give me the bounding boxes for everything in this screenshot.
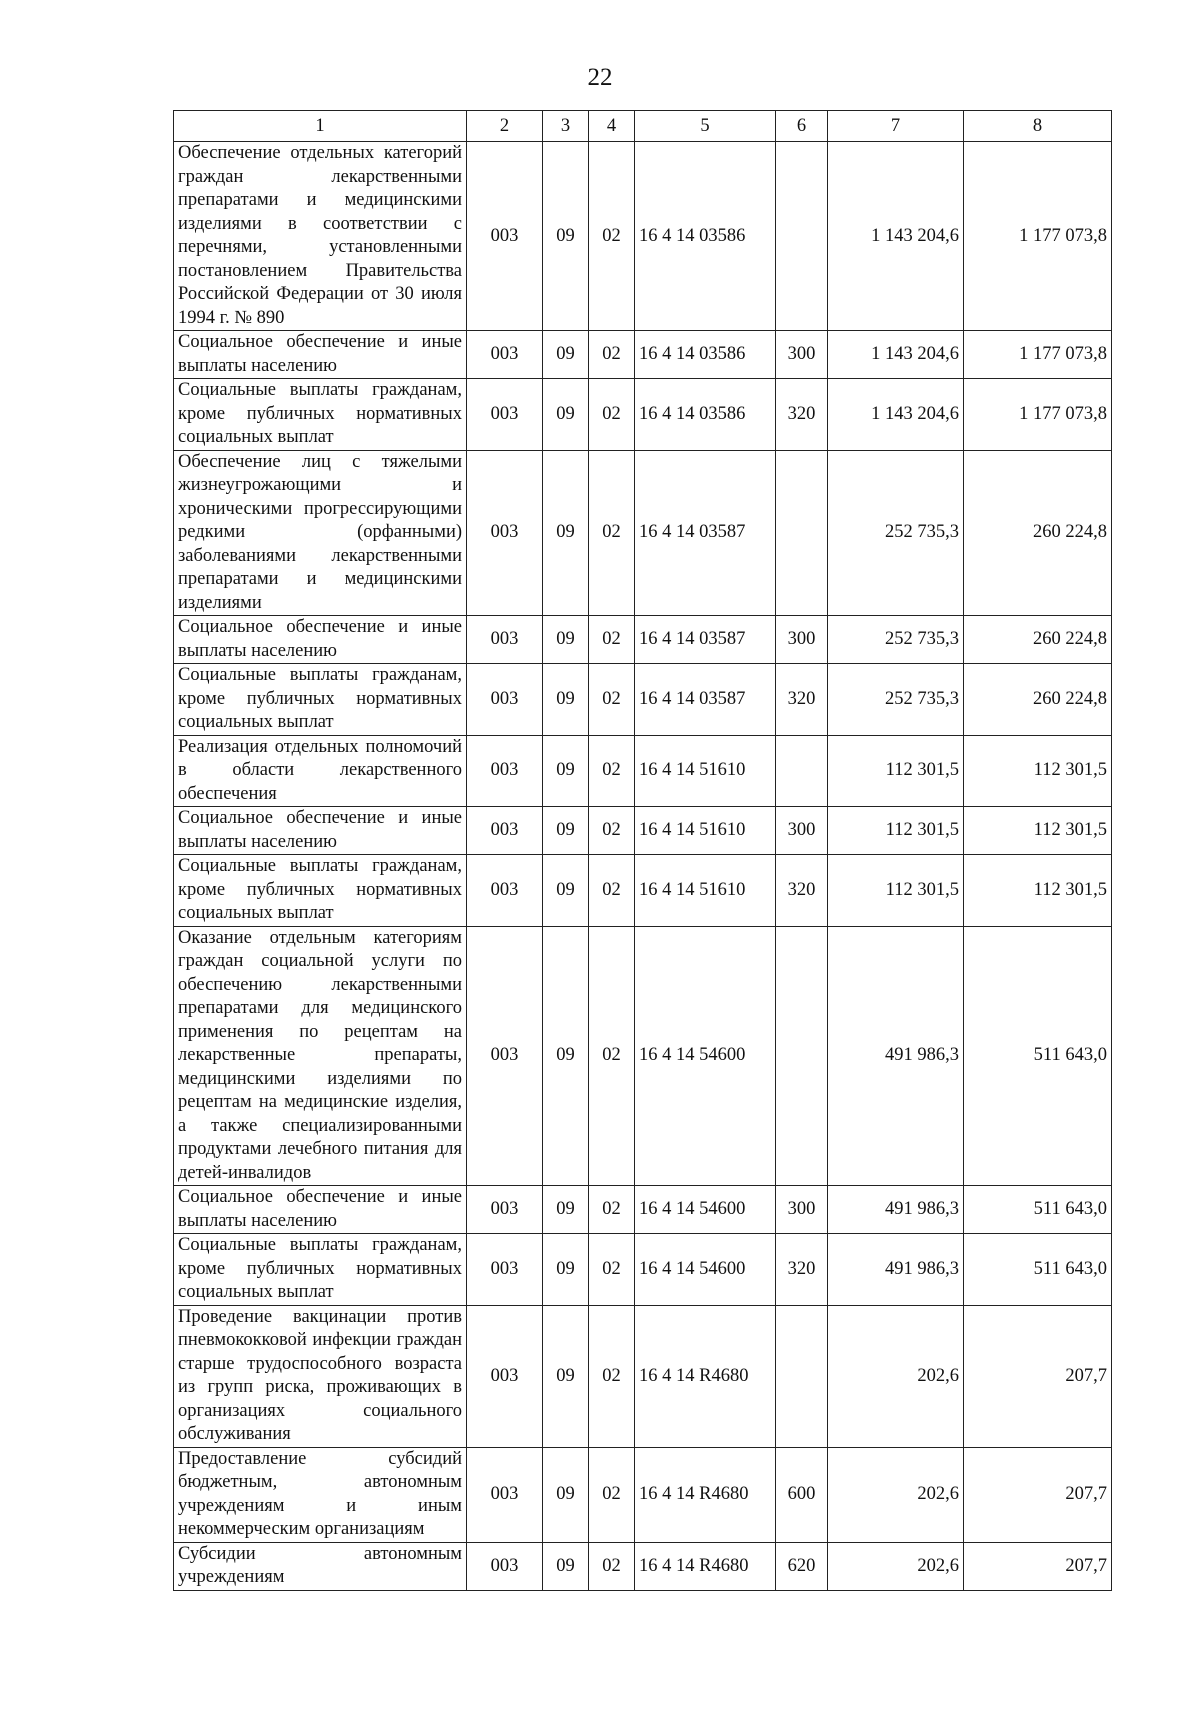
row-description: Социальное обеспечение и иные выплаты населению: [174, 1186, 467, 1234]
cell-col-6: 320: [776, 664, 828, 736]
cell-col-4: 02: [589, 1305, 635, 1447]
cell-col-5: 16 4 14 54600: [635, 926, 776, 1186]
row-description: Предоставление субсидий бюджетным, автономным учреждениям и иным некоммерческим организациям: [174, 1447, 467, 1542]
cell-col-5: 16 4 14 R4680: [635, 1542, 776, 1590]
cell-col-7: 1 143 204,6: [828, 142, 964, 331]
cell-col-7: 112 301,5: [828, 807, 964, 855]
cell-col-5: 16 4 14 03587: [635, 450, 776, 616]
row-description: Социальные выплаты гражданам, кроме публичных нормативных социальных выплат: [174, 664, 467, 736]
cell-col-5: 16 4 14 R4680: [635, 1447, 776, 1542]
cell-col-4: 02: [589, 735, 635, 807]
row-description: Социальное обеспечение и иные выплаты населению: [174, 807, 467, 855]
cell-col-2: 003: [467, 926, 543, 1186]
cell-col-7: 112 301,5: [828, 735, 964, 807]
cell-col-5: 16 4 14 03586: [635, 379, 776, 451]
cell-col-6: [776, 450, 828, 616]
cell-col-2: 003: [467, 807, 543, 855]
cell-col-5: 16 4 14 51610: [635, 855, 776, 927]
cell-col-7: 1 143 204,6: [828, 331, 964, 379]
cell-col-4: 02: [589, 1447, 635, 1542]
cell-col-2: 003: [467, 142, 543, 331]
table-row: [174, 1186, 1112, 1234]
cell-col-4: 02: [589, 807, 635, 855]
cell-col-6: 300: [776, 1186, 828, 1234]
cell-col-6: 600: [776, 1447, 828, 1542]
cell-col-3: 09: [543, 616, 589, 664]
cell-col-8: 260 224,8: [964, 664, 1112, 736]
cell-col-2: 003: [467, 331, 543, 379]
cell-col-8: 207,7: [964, 1305, 1112, 1447]
cell-col-8: 1 177 073,8: [964, 331, 1112, 379]
cell-col-4: 02: [589, 855, 635, 927]
header-row: [174, 111, 1112, 142]
cell-col-5: 16 4 14 R4680: [635, 1305, 776, 1447]
table-row: [174, 1447, 1112, 1542]
column-header: 6: [776, 111, 828, 142]
cell-col-3: 09: [543, 1186, 589, 1234]
cell-col-3: 09: [543, 331, 589, 379]
cell-col-6: 620: [776, 1542, 828, 1590]
cell-col-6: 300: [776, 807, 828, 855]
column-header: 2: [467, 111, 543, 142]
table-row: [174, 807, 1112, 855]
cell-col-5: 16 4 14 51610: [635, 735, 776, 807]
cell-col-4: 02: [589, 379, 635, 451]
table-row: [174, 1234, 1112, 1306]
cell-col-3: 09: [543, 450, 589, 616]
row-description: Социальные выплаты гражданам, кроме публичных нормативных социальных выплат: [174, 1234, 467, 1306]
cell-col-7: 252 735,3: [828, 450, 964, 616]
cell-col-3: 09: [543, 1447, 589, 1542]
cell-col-8: 511 643,0: [964, 926, 1112, 1186]
cell-col-6: 320: [776, 855, 828, 927]
row-description: Социальное обеспечение и иные выплаты населению: [174, 616, 467, 664]
cell-col-5: 16 4 14 03587: [635, 664, 776, 736]
cell-col-6: [776, 1305, 828, 1447]
cell-col-2: 003: [467, 379, 543, 451]
row-description: Субсидии автономным учреждениям: [174, 1542, 467, 1590]
cell-col-4: 02: [589, 142, 635, 331]
cell-col-5: 16 4 14 54600: [635, 1186, 776, 1234]
row-description: Обеспечение отдельных категорий граждан лекарственными препаратами и медицинскими изделиями в соответствии с перечнями, установленными постановлением Правительства Российской Федерации от 30 июля 1994 г. № 890: [174, 142, 467, 331]
cell-col-5: 16 4 14 54600: [635, 1234, 776, 1306]
cell-col-6: [776, 926, 828, 1186]
cell-col-2: 003: [467, 1542, 543, 1590]
cell-col-7: 491 986,3: [828, 1234, 964, 1306]
cell-col-8: 260 224,8: [964, 616, 1112, 664]
cell-col-7: 112 301,5: [828, 855, 964, 927]
column-header: 7: [828, 111, 964, 142]
column-header: 5: [635, 111, 776, 142]
cell-col-8: 1 177 073,8: [964, 142, 1112, 331]
cell-col-3: 09: [543, 735, 589, 807]
cell-col-3: 09: [543, 926, 589, 1186]
row-description: Обеспечение лиц с тяжелыми жизнеугрожающими и хроническими прогрессирующими редкими (орфанными) заболеваниями лекарственными препаратами и медицинскими изделиями: [174, 450, 467, 616]
table-row: [174, 1542, 1112, 1590]
cell-col-2: 003: [467, 735, 543, 807]
cell-col-3: 09: [543, 1305, 589, 1447]
cell-col-7: 202,6: [828, 1542, 964, 1590]
cell-col-5: 16 4 14 03586: [635, 331, 776, 379]
table-row: [174, 616, 1112, 664]
cell-col-8: 260 224,8: [964, 450, 1112, 616]
table-row: [174, 855, 1112, 927]
cell-col-6: 320: [776, 379, 828, 451]
cell-col-6: [776, 142, 828, 331]
cell-col-6: 300: [776, 331, 828, 379]
cell-col-8: 207,7: [964, 1447, 1112, 1542]
cell-col-7: 491 986,3: [828, 926, 964, 1186]
cell-col-8: 112 301,5: [964, 735, 1112, 807]
column-header: 3: [543, 111, 589, 142]
table-row: [174, 142, 1112, 331]
cell-col-2: 003: [467, 450, 543, 616]
cell-col-3: 09: [543, 807, 589, 855]
cell-col-8: 1 177 073,8: [964, 379, 1112, 451]
column-header: 4: [589, 111, 635, 142]
cell-col-7: 252 735,3: [828, 616, 964, 664]
cell-col-4: 02: [589, 331, 635, 379]
row-description: Социальное обеспечение и иные выплаты населению: [174, 331, 467, 379]
cell-col-8: 207,7: [964, 1542, 1112, 1590]
table-row: [174, 331, 1112, 379]
cell-col-4: 02: [589, 1234, 635, 1306]
table-row: [174, 664, 1112, 736]
table-row: [174, 379, 1112, 451]
table-row: [174, 735, 1112, 807]
cell-col-6: [776, 735, 828, 807]
cell-col-2: 003: [467, 664, 543, 736]
row-description: Реализация отдельных полномочий в области лекарственного обеспечения: [174, 735, 467, 807]
cell-col-7: 202,6: [828, 1305, 964, 1447]
cell-col-4: 02: [589, 450, 635, 616]
cell-col-3: 09: [543, 142, 589, 331]
cell-col-4: 02: [589, 1542, 635, 1590]
cell-col-8: 511 643,0: [964, 1234, 1112, 1306]
table-row: [174, 1305, 1112, 1447]
cell-col-7: 202,6: [828, 1447, 964, 1542]
cell-col-4: 02: [589, 1186, 635, 1234]
cell-col-5: 16 4 14 03586: [635, 142, 776, 331]
column-header: 8: [964, 111, 1112, 142]
cell-col-3: 09: [543, 1234, 589, 1306]
cell-col-4: 02: [589, 926, 635, 1186]
page-number: 22: [587, 64, 613, 91]
cell-col-3: 09: [543, 664, 589, 736]
cell-col-5: 16 4 14 03587: [635, 616, 776, 664]
row-description: Оказание отдельным категориям граждан социальной услуги по обеспечению лекарственными препаратами для медицинского применения по рецептам на лекарственные препараты, медицинскими изделиями по рецептам на медицинские изделия, а также специализированными продуктами лечебного питания для детей-инвалидов: [174, 926, 467, 1186]
cell-col-8: 112 301,5: [964, 855, 1112, 927]
row-description: Социальные выплаты гражданам, кроме публичных нормативных социальных выплат: [174, 379, 467, 451]
cell-col-2: 003: [467, 1305, 543, 1447]
cell-col-5: 16 4 14 51610: [635, 807, 776, 855]
row-description: Проведение вакцинации против пневмококковой инфекции граждан старше трудоспособного возраста из групп риска, проживающих в организациях социального обслуживания: [174, 1305, 467, 1447]
cell-col-2: 003: [467, 1447, 543, 1542]
column-header: 1: [174, 111, 467, 142]
cell-col-2: 003: [467, 616, 543, 664]
cell-col-6: 320: [776, 1234, 828, 1306]
cell-col-7: 1 143 204,6: [828, 379, 964, 451]
budget-table: [173, 110, 1112, 1591]
table-row: [174, 926, 1112, 1186]
cell-col-3: 09: [543, 379, 589, 451]
table-row: [174, 450, 1112, 616]
cell-col-2: 003: [467, 1234, 543, 1306]
cell-col-3: 09: [543, 1542, 589, 1590]
cell-col-2: 003: [467, 1186, 543, 1234]
cell-col-8: 112 301,5: [964, 807, 1112, 855]
cell-col-3: 09: [543, 855, 589, 927]
cell-col-4: 02: [589, 664, 635, 736]
cell-col-4: 02: [589, 616, 635, 664]
cell-col-8: 511 643,0: [964, 1186, 1112, 1234]
cell-col-7: 491 986,3: [828, 1186, 964, 1234]
cell-col-6: 300: [776, 616, 828, 664]
cell-col-7: 252 735,3: [828, 664, 964, 736]
row-description: Социальные выплаты гражданам, кроме публичных нормативных социальных выплат: [174, 855, 467, 927]
cell-col-2: 003: [467, 855, 543, 927]
